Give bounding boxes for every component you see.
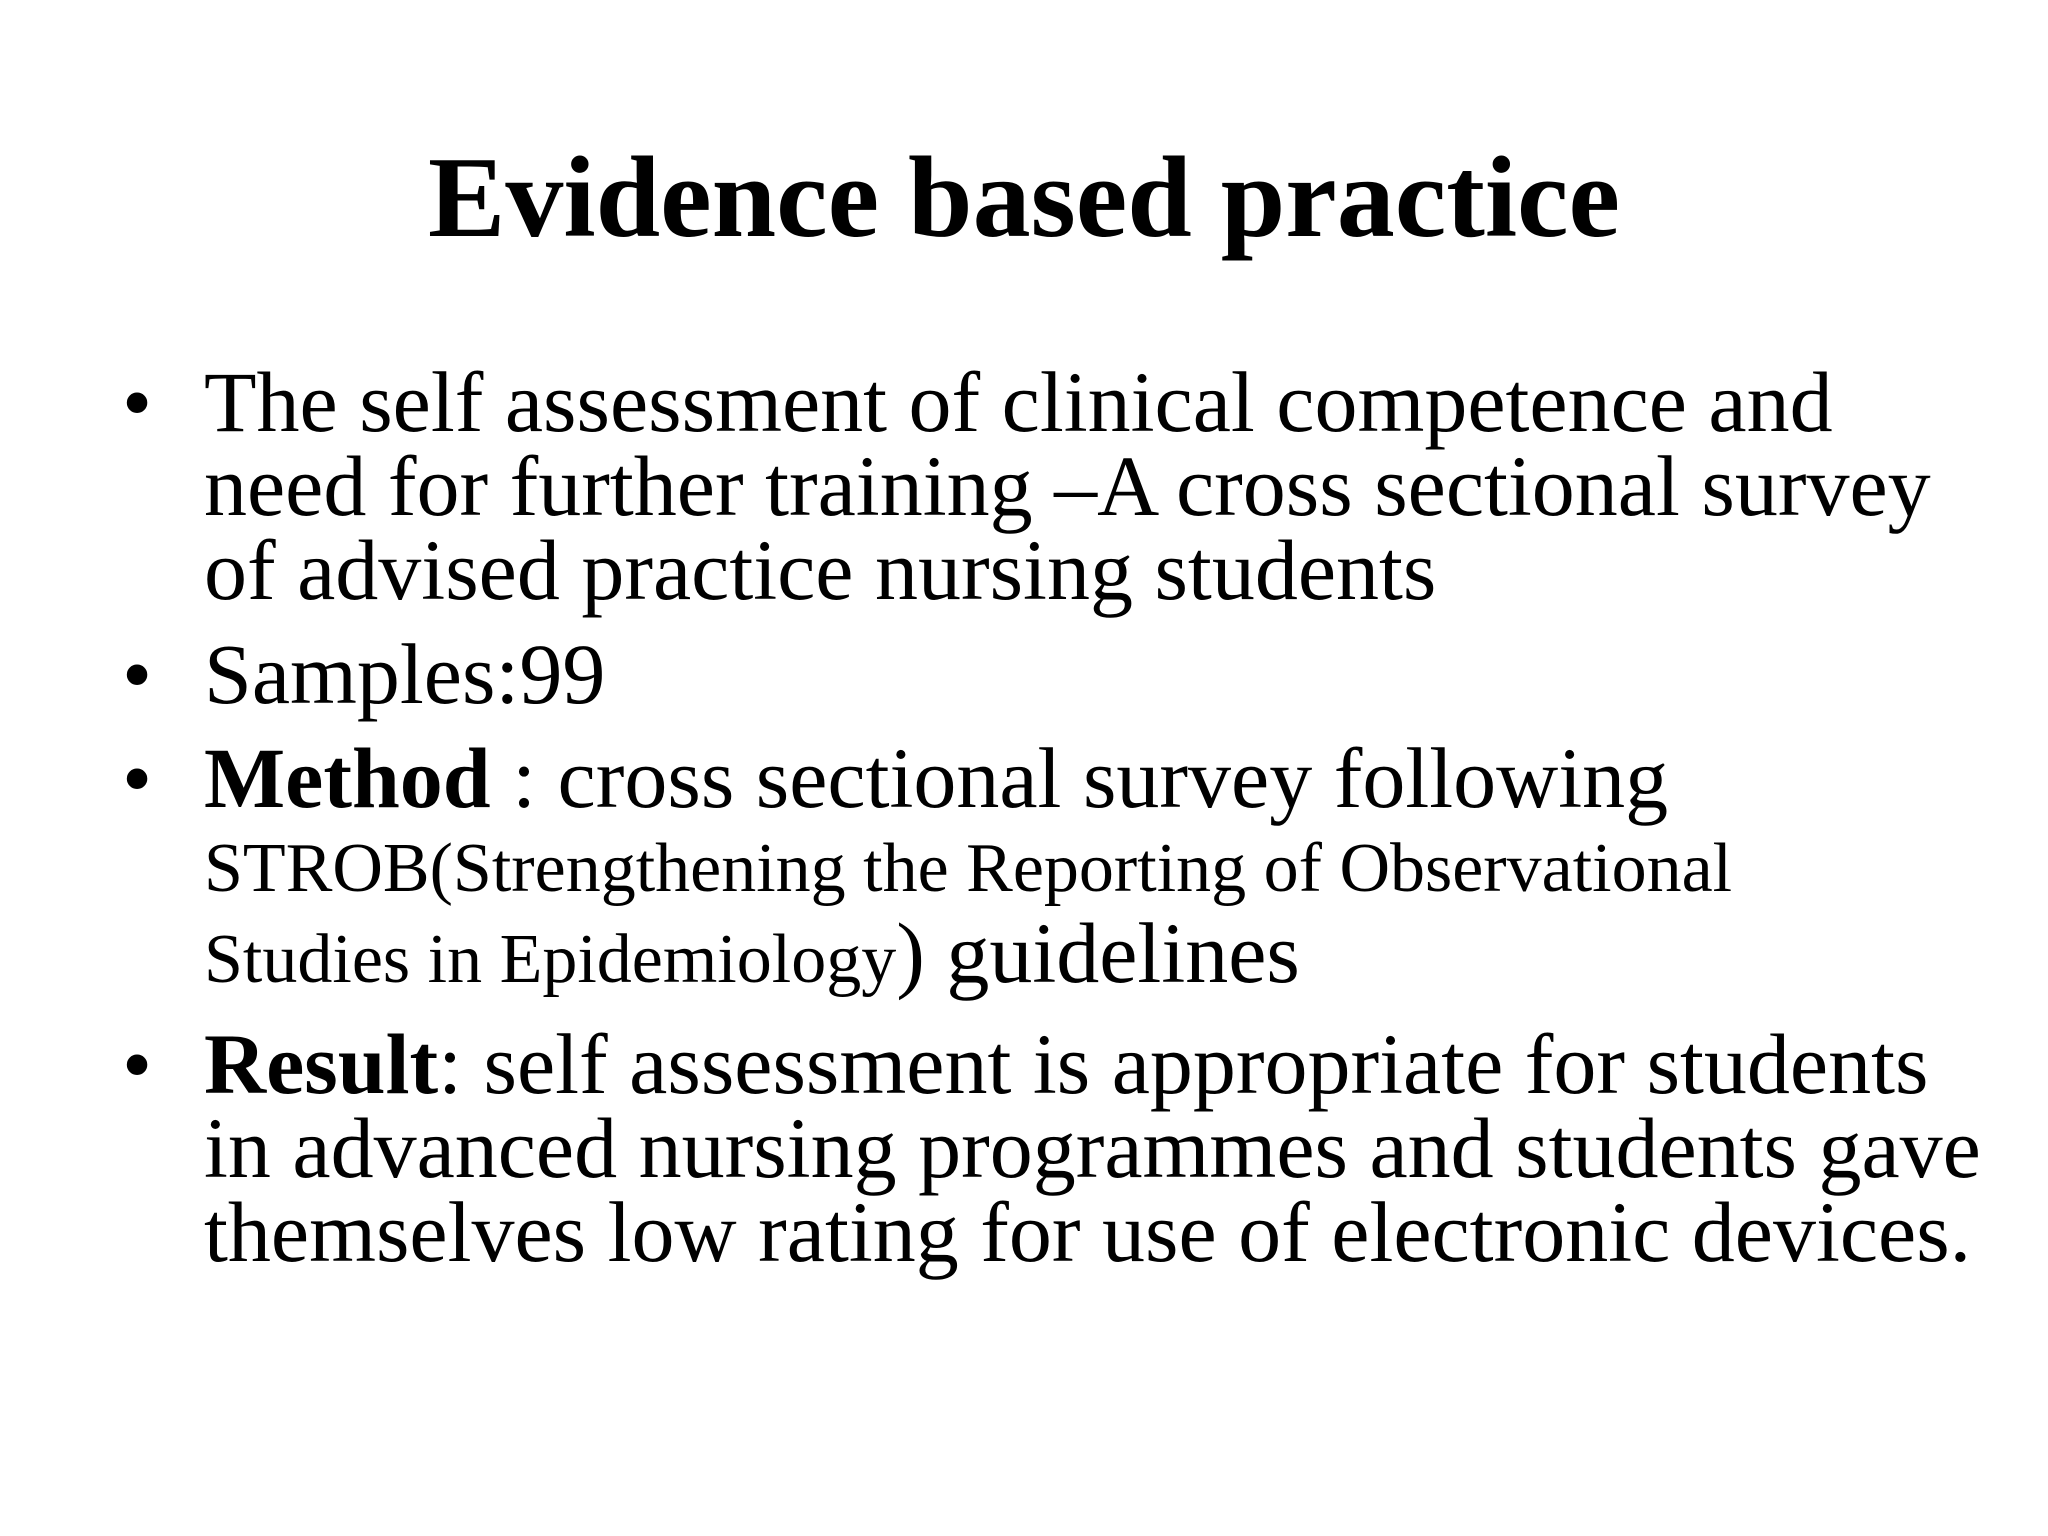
bullet-icon: •	[122, 730, 153, 826]
bullet-icon: •	[122, 354, 153, 450]
bullet-item-method	[122, 730, 1944, 1002]
bullet-item-result	[122, 1016, 1984, 1280]
method-guideline-text: STROB(Strengthening the Reporting of Observational Studies in Epidemiology	[204, 830, 1733, 998]
slide-title: Evidence based practice	[427, 134, 1621, 262]
bullet-text: The self assessment of clinical competence and need for further training –A cross sectional survey of advised practice nursing students	[204, 354, 1931, 618]
bullet-item-samples	[122, 626, 2002, 722]
result-separator: :	[438, 1016, 484, 1112]
method-text: cross sectional survey following	[557, 730, 1669, 826]
bullet-text: Samples:99	[204, 626, 606, 722]
result-label: Result	[204, 1016, 439, 1112]
bullet-list	[122, 354, 2002, 1294]
bullet-item-study	[122, 354, 1944, 618]
bullet-icon: •	[122, 1016, 153, 1112]
method-label: Method	[204, 730, 491, 826]
bullet-icon: •	[122, 626, 153, 722]
method-separator: :	[490, 730, 558, 826]
result-text: self assessment is appropriate for students in advanced nursing programmes and students gave themselves low rating for use of electronic devices.	[204, 1016, 1981, 1280]
method-tail-text: ) guidelines	[896, 905, 1300, 1001]
